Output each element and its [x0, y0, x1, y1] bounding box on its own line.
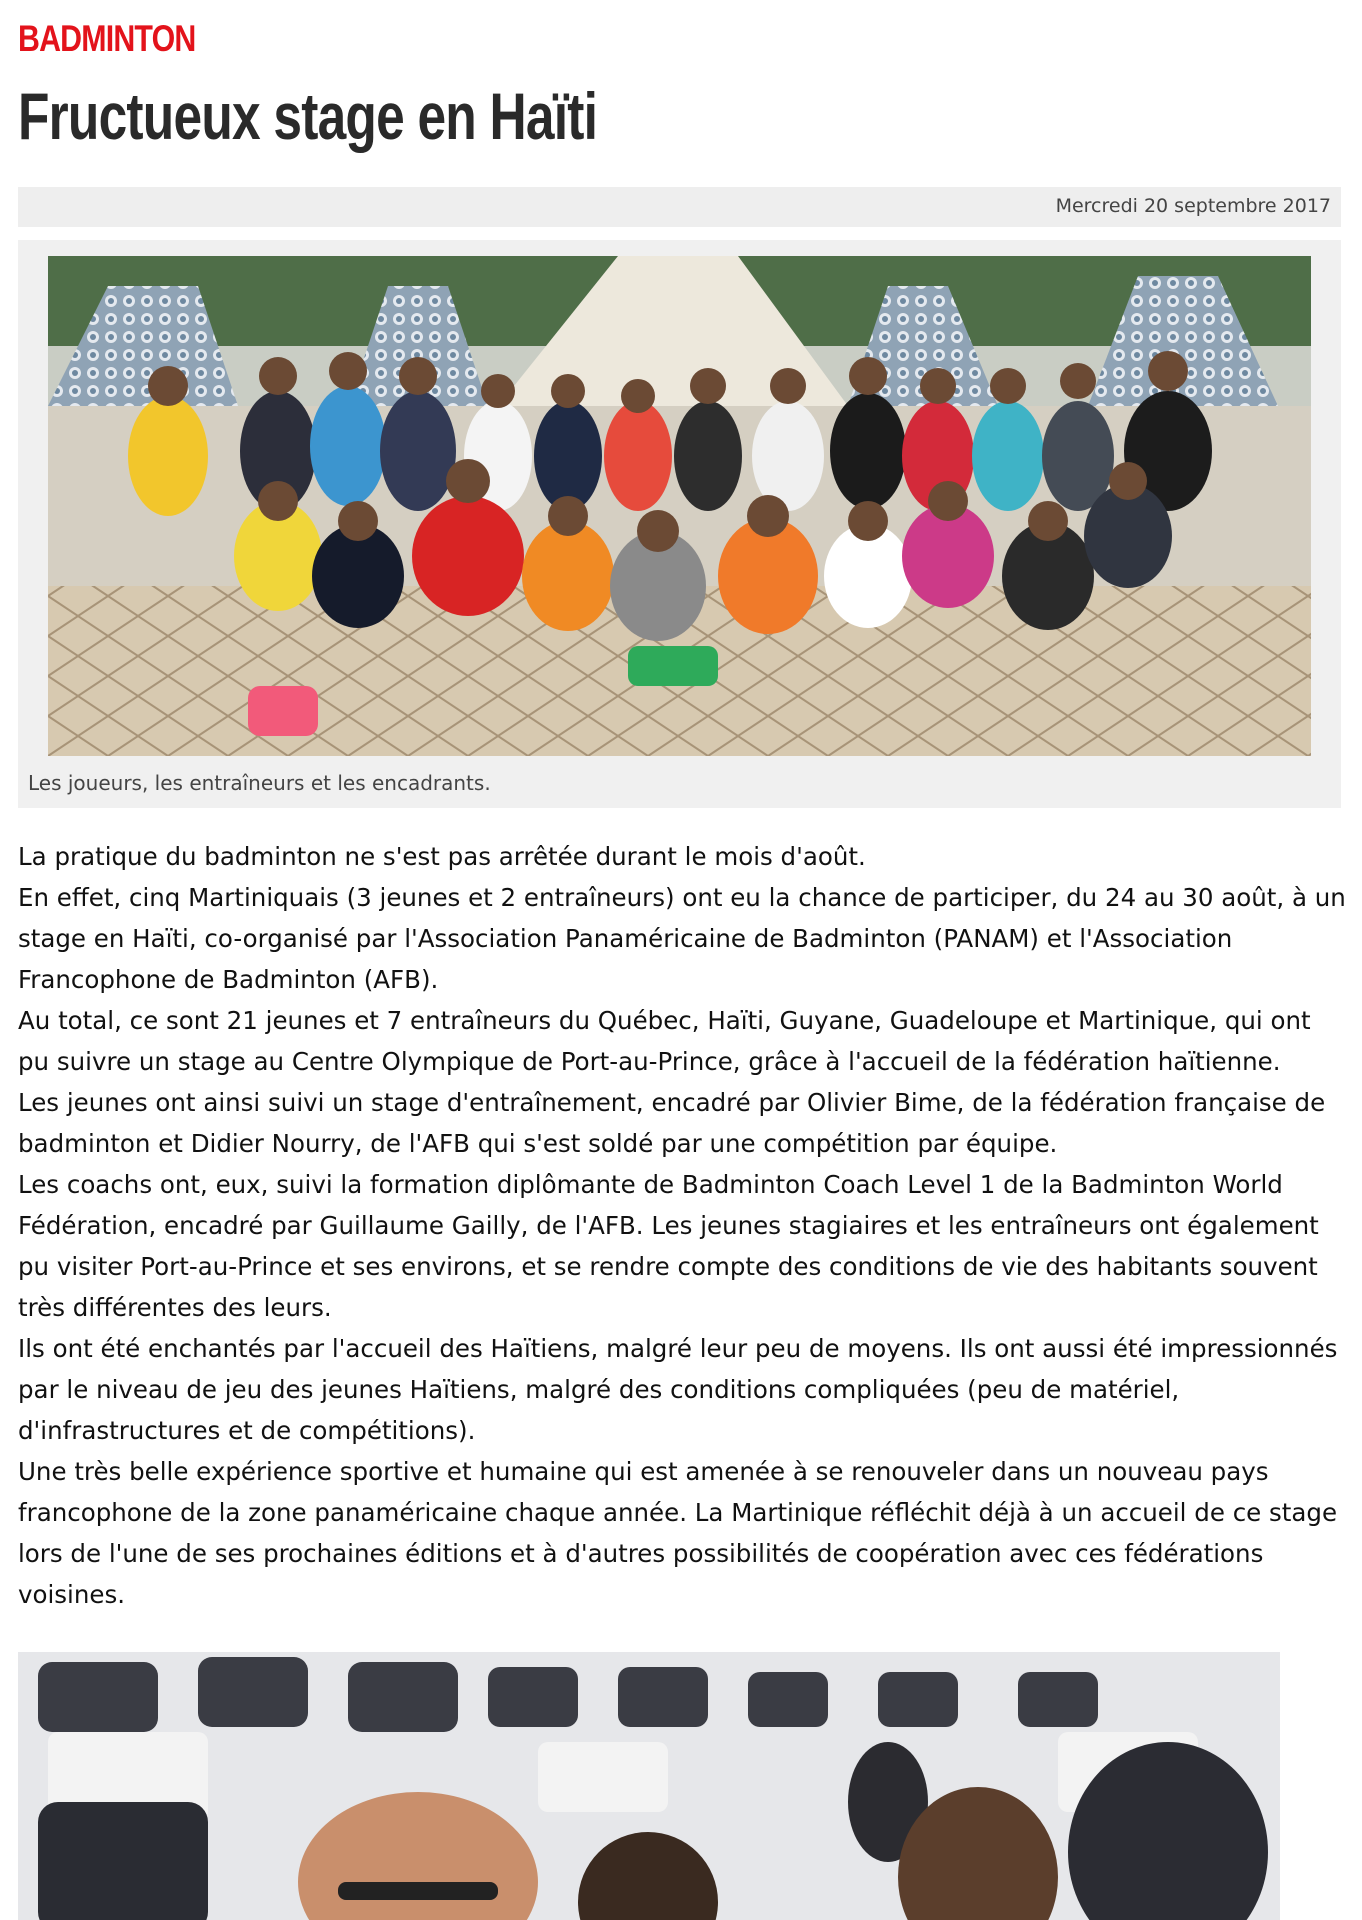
paragraph: Les jeunes ont ainsi suivi un stage d'entraînement, encadré par Olivier Bime, de la fédération française de badminton et Didier Nourry, de l'AFB qui s'est soldé par une compétition par équipe.	[18, 1088, 1326, 1158]
main-photo-figure	[18, 240, 1341, 808]
paragraph: Au total, ce sont 21 jeunes et 7 entraîneurs du Québec, Haïti, Guyane, Guadeloupe et Martinique, qui ont pu suivre un stage au Centre Olympique de Port-au-Prince, grâce à l'accueil de la fédération haïtienne.	[18, 1006, 1311, 1076]
publication-date: Mercredi 20 septembre 2017	[1055, 195, 1331, 217]
photo-caption: Les joueurs, les entraîneurs et les encadrants.	[28, 771, 491, 795]
date-bar	[18, 187, 1341, 227]
paragraph: Ils ont été enchantés par l'accueil des Haïtiens, malgré leur peu de moyens. Ils ont aussi été impressionnés par le niveau de jeu des jeunes Haïtiens, malgré des conditions compliquées (peu de matériel, d'infrastructures et de compétitions).	[18, 1334, 1338, 1445]
second-photo	[18, 1652, 1280, 1920]
paragraph: Une très belle expérience sportive et humaine qui est amenée à se renouveler dans un nouveau pays francophone de la zone panaméricaine chaque année. La Martinique réfléchit déjà à un accueil de ce stage lors de l'une de ses prochaines éditions et à d'autres possibilités de coopération avec ces fédérations voisines.	[18, 1457, 1338, 1609]
section-label: BADMINTON	[18, 18, 196, 59]
group-photo	[48, 256, 1311, 756]
paragraph: La pratique du badminton ne s'est pas arrêtée durant le mois d'août.	[18, 842, 866, 871]
group-photo-illustration	[48, 256, 1311, 756]
article-body	[18, 836, 1348, 1615]
paragraph: Les coachs ont, eux, suivi la formation diplômante de Badminton Coach Level 1 de la Badminton World Fédération, encadré par Guillaume Gailly, de l'AFB. Les jeunes stagiaires et les entraîneurs ont également pu visiter Port-au-Prince et ses environs, et se rendre compte des conditions de vie des habitants souvent très différentes des leurs.	[18, 1170, 1319, 1322]
paragraph: En effet, cinq Martiniquais (3 jeunes et 2 entraîneurs) ont eu la chance de participer, du 24 au 30 août, à un stage en Haïti, co-organisé par l'Association Panaméricaine de Badminton (PANAM) et l'Association Francophone de Badminton (AFB).	[18, 883, 1346, 994]
bus-photo-illustration	[18, 1652, 1280, 1920]
article-title: Fructueux stage en Haïti	[18, 79, 598, 153]
